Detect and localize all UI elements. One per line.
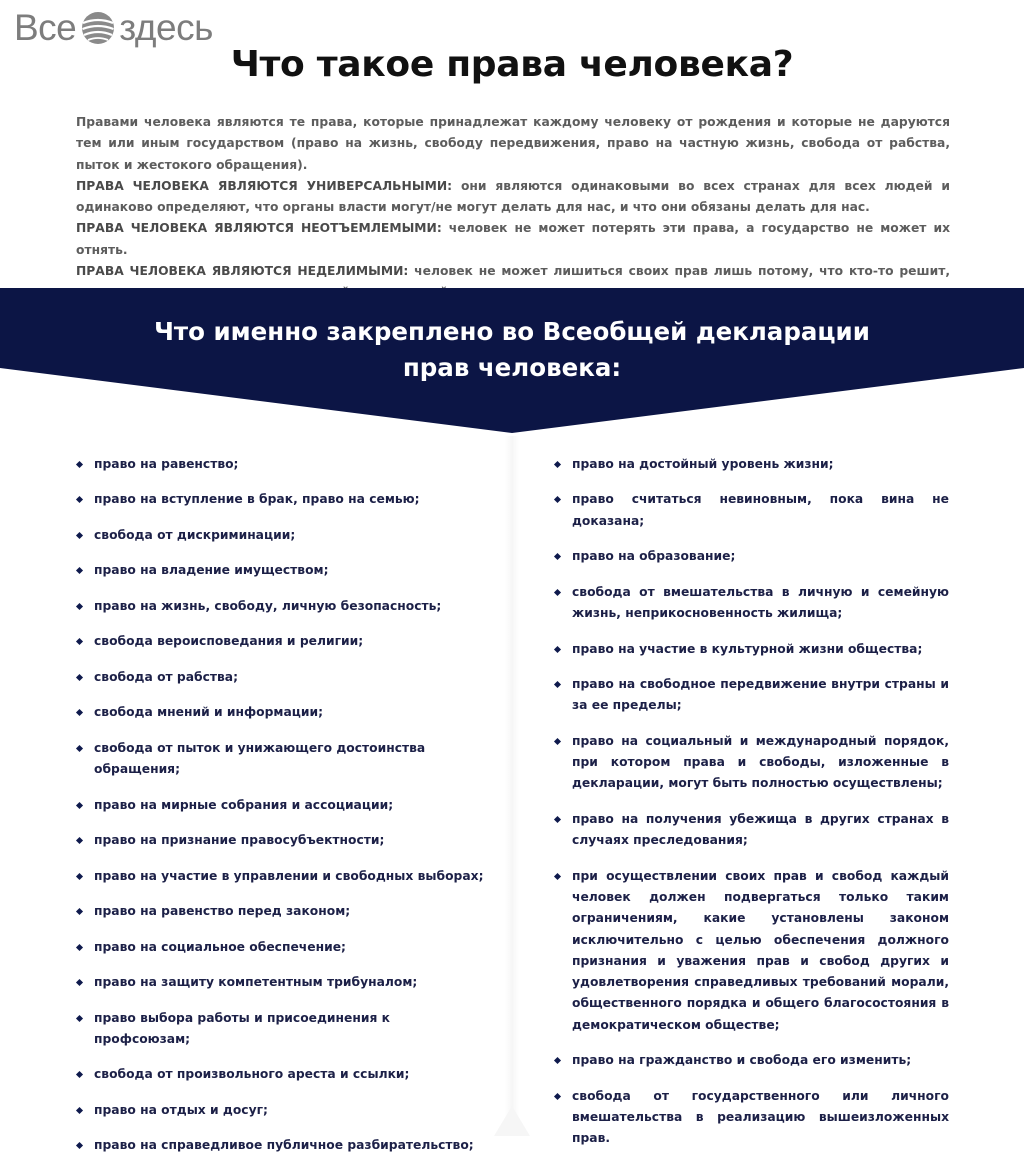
list-item xyxy=(76,454,486,475)
intro-text-universal: они являются одинаковыми во всех странах для всех людей и одинаково определяют, что органы власти могут/не могут делать для нас, и что они обязаны делать для нас. xyxy=(76,178,951,215)
list-item-text: право выбора работы и присоединения к профсоюзам; xyxy=(94,1010,390,1046)
list-item xyxy=(76,560,486,581)
diamond-bullet-icon xyxy=(554,738,561,745)
intro-heading-inalienable: ПРАВА ЧЕЛОВЕКА ЯВЛЯЮТСЯ НЕОТЪЕМЛЕМЫМИ: xyxy=(76,221,442,236)
list-item-text: свобода от пыток и унижающего достоинства обращения; xyxy=(94,740,426,777)
list-item xyxy=(76,937,486,958)
diamond-bullet-icon xyxy=(554,496,561,503)
list-item-text: право на гражданство и свобода его изменить; xyxy=(572,1053,912,1068)
column-divider xyxy=(505,436,519,1136)
diamond-bullet-icon xyxy=(76,1142,83,1149)
list-item xyxy=(76,596,486,617)
list-item xyxy=(554,639,949,660)
intro-heading-universal: ПРАВА ЧЕЛОВЕКА ЯВЛЯЮТСЯ УНИВЕРСАЛЬНЫМИ: xyxy=(76,178,453,193)
list-item-text: право на получения убежища в других странах в случаях преследования; xyxy=(572,811,949,848)
list-item-text: право на социальное обеспечение; xyxy=(94,939,346,954)
list-item-text: свобода от государственного или личного вмешательства в реализацию вышеизложенных прав. xyxy=(572,1088,949,1146)
diamond-bullet-icon xyxy=(76,944,83,951)
list-item-text: право на достойный уровень жизни; xyxy=(572,457,834,471)
diamond-bullet-icon xyxy=(76,837,83,844)
list-item-text: право на жизнь, свободу, личную безопасность; xyxy=(94,598,442,613)
intro-paragraph-universal xyxy=(76,176,950,219)
list-item-text: право на вступление в брак, право на семью; xyxy=(94,492,420,507)
diamond-bullet-icon xyxy=(76,908,83,915)
list-item xyxy=(554,731,949,795)
list-item xyxy=(76,1135,486,1156)
list-item xyxy=(554,489,949,532)
diamond-bullet-icon xyxy=(76,1107,83,1114)
diamond-bullet-icon xyxy=(76,709,83,716)
diamond-bullet-icon xyxy=(76,979,83,986)
list-item xyxy=(76,830,486,851)
list-item-text: свобода от вмешательства в личную и семейную жизнь, неприкосновенность жилища; xyxy=(572,584,949,621)
diamond-bullet-icon xyxy=(76,745,83,752)
list-item-text: свобода мнений и информации; xyxy=(94,705,324,720)
list-item xyxy=(76,1100,486,1121)
diamond-bullet-icon xyxy=(76,802,83,809)
list-item xyxy=(76,972,486,993)
declaration-banner xyxy=(0,288,1024,436)
list-item xyxy=(76,738,486,781)
list-item xyxy=(76,1008,486,1051)
list-item xyxy=(76,1064,486,1085)
list-item xyxy=(76,795,486,816)
list-item-text: право на справедливое публичное разбирательство; xyxy=(94,1138,474,1153)
divider-arrow xyxy=(494,1106,530,1136)
diamond-bullet-icon xyxy=(76,461,83,468)
list-item-text: свобода от рабства; xyxy=(94,669,239,684)
list-item-text: право на равенство перед законом; xyxy=(94,904,351,919)
list-item xyxy=(76,489,486,510)
list-item-text: свобода от произвольного ареста и ссылки; xyxy=(94,1067,410,1082)
list-item xyxy=(76,866,486,887)
diamond-bullet-icon xyxy=(76,603,83,610)
list-item-text: свобода вероисповедания и религии; xyxy=(94,634,364,649)
list-item xyxy=(76,631,486,652)
list-item-text: право на владение имуществом; xyxy=(94,563,329,578)
diamond-bullet-icon xyxy=(554,816,561,823)
list-item xyxy=(554,1086,949,1150)
list-item xyxy=(76,525,486,546)
list-item-text: право на защиту компетентным трибуналом; xyxy=(94,975,418,990)
diamond-bullet-icon xyxy=(554,873,561,880)
list-item-text: право на равенство; xyxy=(94,457,239,471)
intro-text-indivisible: человек не может лишиться своих прав лишь потому, что кто-то решит, xyxy=(414,264,950,279)
list-item xyxy=(554,674,949,717)
diamond-bullet-icon xyxy=(554,461,561,468)
diamond-bullet-icon xyxy=(76,567,83,574)
list-item-text: право на отдых и досуг; xyxy=(94,1102,268,1117)
globe-icon xyxy=(81,11,115,45)
diamond-bullet-icon xyxy=(554,681,561,688)
rights-list-right xyxy=(554,454,949,1164)
diamond-bullet-icon xyxy=(554,553,561,560)
list-item-text: право на участие в управлении и свободных выборах; xyxy=(94,868,484,883)
diamond-bullet-icon xyxy=(76,1071,83,1078)
list-item-text: право на свободное передвижение внутри страны и за ее пределы; xyxy=(572,677,949,713)
list-item xyxy=(554,546,949,567)
list-item-text: право на социальный и международный порядок, при котором права и свободы, изложенные в декларации, могут быть полностью осуществлены; xyxy=(572,733,949,791)
intro-heading-indivisible: ПРАВА ЧЕЛОВЕКА ЯВЛЯЮТСЯ НЕДЕЛИМЫМИ: xyxy=(76,264,409,279)
diamond-bullet-icon xyxy=(554,645,561,652)
list-item xyxy=(76,702,486,723)
list-item xyxy=(554,809,949,852)
intro-text-inalienable: человек не может потерять эти права, а государство не может их отнять. xyxy=(76,221,950,257)
rights-list-left xyxy=(76,454,486,1171)
intro-text xyxy=(76,112,950,304)
diamond-bullet-icon xyxy=(554,589,561,596)
logo-text-left: Все xyxy=(14,7,77,48)
list-item xyxy=(76,901,486,922)
banner-title-line-1: Что именно закреплено во Всеобщей декларации xyxy=(154,317,870,346)
list-item xyxy=(554,866,949,1036)
diamond-bullet-icon xyxy=(76,532,83,539)
list-item-text: свобода от дискриминации; xyxy=(94,527,296,542)
diamond-bullet-icon xyxy=(76,873,83,880)
diamond-bullet-icon xyxy=(554,1093,561,1100)
list-item-text: право на образование; xyxy=(572,549,736,564)
diamond-bullet-icon xyxy=(554,1057,561,1064)
diamond-bullet-icon xyxy=(76,496,83,503)
intro-paragraph-inalienable xyxy=(76,218,950,261)
site-logo[interactable] xyxy=(14,8,213,48)
list-item-text: право считаться невиновным, пока вина не доказана; xyxy=(572,492,949,528)
list-item xyxy=(554,582,949,625)
list-item xyxy=(554,1050,949,1071)
diamond-bullet-icon xyxy=(76,674,83,681)
list-item-text: при осуществлении своих прав и свобод каждый человек должен подвергаться только таким ограничениям, какие установлены законом исключительно с целью обеспечения должного признания и уважения прав и свобод других и удовлетворения справедливых требований морали, общественного порядка и общего благосостояния в демократическом обществе; xyxy=(572,868,949,1032)
logo-text-right: здесь xyxy=(119,7,213,48)
list-item-text: право на мирные собрания и ассоциации; xyxy=(94,797,394,812)
list-item-text: право на участие в культурной жизни общества; xyxy=(572,641,923,656)
intro-paragraph-definition: Правами человека являются те права, которые принадлежат каждому человеку от рождения и которые не даруются тем или иным государством (право на жизнь, свободу передвижения, право на частную жизнь, свобода от рабства, пыток и жестокого обращения). xyxy=(76,115,950,172)
banner-title-line-2: прав человека: xyxy=(402,353,622,382)
page-title: Что такое права человека? xyxy=(230,44,794,85)
list-item xyxy=(554,454,949,475)
list-item-text: право на признание правосубъектности; xyxy=(94,833,385,848)
banner-title xyxy=(0,314,1024,386)
list-item xyxy=(76,667,486,688)
diamond-bullet-icon xyxy=(76,1015,83,1022)
diamond-bullet-icon xyxy=(76,638,83,645)
